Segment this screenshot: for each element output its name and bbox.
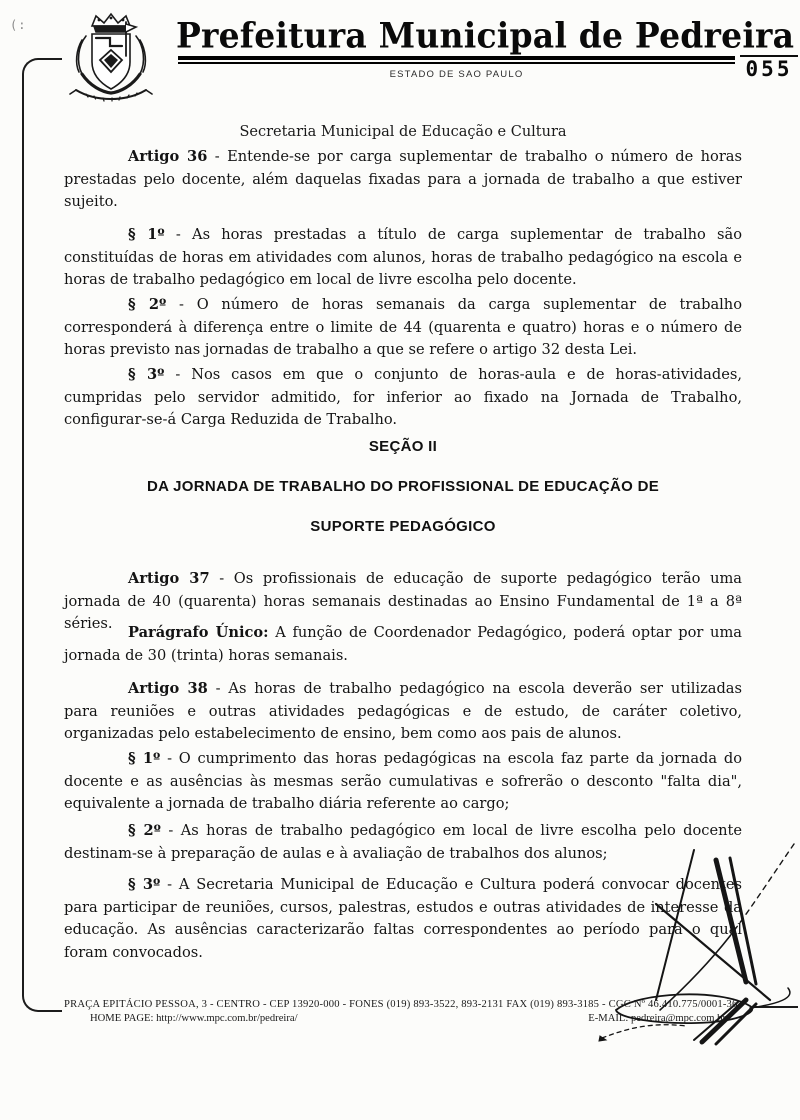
footer-email: E-MAIL: pedreira@mpc.com.br xyxy=(588,1013,726,1024)
section-title: SEÇÃO II xyxy=(368,438,438,455)
page-title: Prefeitura Municipal de Pedreira xyxy=(176,15,795,56)
paragraph-artigo-36 xyxy=(64,146,742,214)
paragraph-36-p1 xyxy=(64,224,742,292)
paragraph-36-p3 xyxy=(64,364,742,432)
paragraph-lead: § 2º xyxy=(128,296,167,313)
paragraph-text: - O número de horas semanais da carga suplementar de trabalho corresponderá à diferença entre o limite de 44 (quarenta e quatro) horas e o número de horas previsto nas jornadas de trabalho a que se refere o artigo 32 desta Lei. xyxy=(64,296,742,358)
paragraph-text: - As horas de trabalho pedagógico na escola deverão ser utilizadas para reuniões e outras atividades pedagógicas e de estudo, de caráter coletivo, organizadas pelo estabelecimento de ensino, bem como aos pais de alunos. xyxy=(64,680,743,742)
paragraph-text: - O cumprimento das horas pedagógicas na escola faz parte da jornada do docente e as ausências às mesmas serão cumulativas e sofrerão o desconto "falta dia", equivalente a jornada de trabalho diária referente ao cargo; xyxy=(64,750,742,812)
paragraph-38-p1 xyxy=(64,748,742,816)
paragraph-lead: § 1º xyxy=(128,226,165,243)
paragraph-lead: Artigo 37 xyxy=(128,570,210,587)
paragraph-text: - As horas prestadas a título de carga suplementar de trabalho são constituídas de horas em atividades com alunos, horas de trabalho pedagógico na escola e horas de trabalho pedagógico em local de livre escolha pelo docente. xyxy=(64,226,742,288)
page-number: 055 xyxy=(745,57,793,81)
scan-artifact: (: xyxy=(10,18,27,32)
footer-address: PRAÇA EPITÁCIO PESSOA, 3 - CENTRO - CEP 13920-000 - FONES (019) 893-3522, 893-2131 FAX (019) 893-3185 - CGC Nº 46.410.775/0001-36 xyxy=(64,999,738,1010)
paragraph-lead: § 3º xyxy=(128,366,165,383)
paragraph-37-unico xyxy=(64,622,742,667)
title-rule xyxy=(178,56,735,65)
paragraph-36-p2 xyxy=(64,294,742,362)
paragraph-text: - As horas de trabalho pedagógico em local de livre escolha pelo docente destinam-se à preparação de aulas e à avaliação de trabalhos dos alunos; xyxy=(64,822,742,862)
section-subtitle-line1: DA JORNADA DE TRABALHO DO PROFISSIONAL DE EDUCAÇÃO DE xyxy=(146,478,660,495)
paragraph-lead: § 3º xyxy=(128,876,161,893)
paragraph-artigo-38 xyxy=(64,678,742,746)
department-heading: Secretaria Municipal de Educação e Cultura xyxy=(239,124,567,140)
paragraph-text: - Os profissionais de educação de suporte pedagógico terão uma jornada de 40 (quarenta) horas semanais destinadas ao Ensino Fundamental de 1ª a 8ª séries. xyxy=(64,570,743,632)
section-subtitle-line2: SUPORTE PEDAGÓGICO xyxy=(310,518,496,535)
paragraph-text: - A Secretaria Municipal de Educação e Cultura poderá convocar docentes para participar de reuniões, cursos, palestras, estudos e outras atividades de interesse da educação. As ausências caracterizarão faltas correspondentes ao período para o qual foram convocados. xyxy=(64,876,742,961)
letterhead-border xyxy=(22,58,62,1012)
paragraph-lead: § 2º xyxy=(128,822,161,839)
paragraph-text: - Entende-se por carga suplementar de trabalho o número de horas prestadas pelo docente, além daquelas fixadas para a jornada de trabalho a que estiver sujeito. xyxy=(64,148,742,210)
paragraph-lead: Artigo 38 xyxy=(128,680,208,697)
header-state-line: ESTADO DE SAO PAULO xyxy=(389,69,524,80)
coat-of-arms-icon xyxy=(52,10,170,106)
page-number-box xyxy=(740,55,798,81)
footer-homepage: HOME PAGE: http://www.mpc.com.br/pedreira/ xyxy=(90,1013,298,1024)
letterhead-footer xyxy=(64,998,754,1026)
paragraph-text: - Nos casos em que o conjunto de horas-aula e de horas-atividades, cumpridas pelo servidor admitido, for inferior ao fixado na Jornada de Trabalho, configurar-se-á Carga Reduzida de Trabalho. xyxy=(64,366,742,428)
paragraph-lead: Parágrafo Único: xyxy=(128,624,269,641)
paragraph-text: A função de Coordenador Pedagógico, poderá optar por uma jornada de 30 (trinta) horas semanais. xyxy=(64,624,742,664)
paragraph-lead: § 1º xyxy=(128,750,161,767)
paragraph-lead: Artigo 36 xyxy=(128,148,208,165)
